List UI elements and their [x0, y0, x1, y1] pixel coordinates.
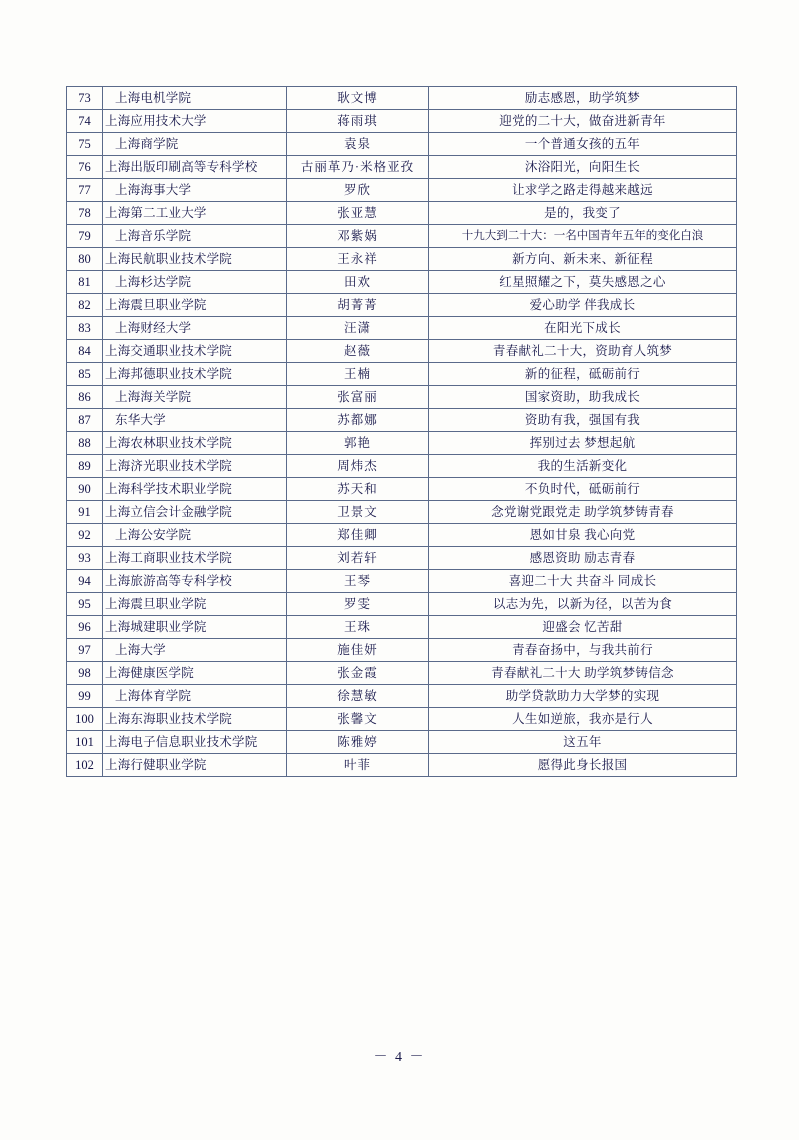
- cell-student-name: 耿文博: [287, 87, 429, 110]
- cell-index: 81: [67, 271, 103, 294]
- cell-school: 上海交通职业技术学院: [103, 340, 287, 363]
- cell-school: 上海音乐学院: [103, 225, 287, 248]
- table-row: [67, 754, 737, 777]
- award-list-table: [66, 86, 737, 777]
- table-row: [67, 639, 737, 662]
- table-row: [67, 432, 737, 455]
- table-row: [67, 179, 737, 202]
- cell-school: 上海行健职业学院: [103, 754, 287, 777]
- table-row: [67, 386, 737, 409]
- cell-work-title: 不负时代，砥砺前行: [429, 478, 737, 501]
- cell-work-title: 青春献礼二十大，资助育人筑梦: [429, 340, 737, 363]
- table-row: [67, 455, 737, 478]
- cell-school: 上海东海职业技术学院: [103, 708, 287, 731]
- cell-work-title: 红星照耀之下，莫失感恩之心: [429, 271, 737, 294]
- cell-work-title: 愿得此身长报国: [429, 754, 737, 777]
- cell-school: 东华大学: [103, 409, 287, 432]
- cell-work-title: 迎党的二十大，做奋进新青年: [429, 110, 737, 133]
- cell-student-name: 赵薇: [287, 340, 429, 363]
- cell-school: 上海电机学院: [103, 87, 287, 110]
- cell-work-title: 新方向、新未来、新征程: [429, 248, 737, 271]
- table-body: [67, 87, 737, 777]
- cell-work-title: 一个普通女孩的五年: [429, 133, 737, 156]
- cell-work-title: 在阳光下成长: [429, 317, 737, 340]
- page-number: － 4 －: [373, 1050, 426, 1065]
- cell-index: 93: [67, 547, 103, 570]
- cell-work-title: 是的，我变了: [429, 202, 737, 225]
- cell-student-name: 郭艳: [287, 432, 429, 455]
- cell-work-title: 十九大到二十大：一名中国青年五年的变化白浪: [429, 225, 737, 248]
- cell-school: 上海第二工业大学: [103, 202, 287, 225]
- cell-student-name: 王琴: [287, 570, 429, 593]
- cell-work-title: 我的生活新变化: [429, 455, 737, 478]
- table-row: [67, 225, 737, 248]
- cell-work-title: 恩如甘泉 我心向党: [429, 524, 737, 547]
- cell-student-name: 蒋雨琪: [287, 110, 429, 133]
- table-row: [67, 708, 737, 731]
- cell-student-name: 邓紫娲: [287, 225, 429, 248]
- cell-student-name: 古丽革乃·米格亚孜: [287, 156, 429, 179]
- cell-student-name: 郑佳卿: [287, 524, 429, 547]
- cell-index: 89: [67, 455, 103, 478]
- cell-index: 88: [67, 432, 103, 455]
- cell-index: 99: [67, 685, 103, 708]
- cell-index: 79: [67, 225, 103, 248]
- cell-work-title: 让求学之路走得越来越远: [429, 179, 737, 202]
- cell-student-name: 罗欣: [287, 179, 429, 202]
- cell-work-title: 青春奋扬中，与我共前行: [429, 639, 737, 662]
- cell-student-name: 张亚慧: [287, 202, 429, 225]
- table-row: [67, 317, 737, 340]
- cell-index: 85: [67, 363, 103, 386]
- cell-work-title: 爱心助学 伴我成长: [429, 294, 737, 317]
- cell-index: 96: [67, 616, 103, 639]
- table-row: [67, 87, 737, 110]
- cell-index: 75: [67, 133, 103, 156]
- table-row: [67, 202, 737, 225]
- cell-school: 上海海关学院: [103, 386, 287, 409]
- cell-index: 84: [67, 340, 103, 363]
- cell-school: 上海健康医学院: [103, 662, 287, 685]
- cell-student-name: 施佳妍: [287, 639, 429, 662]
- cell-school: 上海震旦职业学院: [103, 593, 287, 616]
- cell-work-title: 这五年: [429, 731, 737, 754]
- cell-school: 上海海事大学: [103, 179, 287, 202]
- table-row: [67, 363, 737, 386]
- cell-index: 97: [67, 639, 103, 662]
- table-row: [67, 409, 737, 432]
- cell-school: 上海旅游高等专科学校: [103, 570, 287, 593]
- cell-school: 上海城建职业学院: [103, 616, 287, 639]
- cell-work-title: 以志为先，以新为径，以苦为食: [429, 593, 737, 616]
- cell-student-name: 张馨文: [287, 708, 429, 731]
- cell-index: 101: [67, 731, 103, 754]
- cell-school: 上海财经大学: [103, 317, 287, 340]
- cell-index: 82: [67, 294, 103, 317]
- table-row: [67, 524, 737, 547]
- cell-student-name: 王永祥: [287, 248, 429, 271]
- cell-work-title: 励志感恩，助学筑梦: [429, 87, 737, 110]
- cell-student-name: 王珠: [287, 616, 429, 639]
- cell-school: 上海出版印刷高等专科学校: [103, 156, 287, 179]
- table-row: [67, 294, 737, 317]
- cell-work-title: 喜迎二十大 共奋斗 同成长: [429, 570, 737, 593]
- cell-work-title: 助学贷款助力大学梦的实现: [429, 685, 737, 708]
- table-row: [67, 685, 737, 708]
- cell-index: 80: [67, 248, 103, 271]
- table-row: [67, 133, 737, 156]
- cell-work-title: 国家资助，助我成长: [429, 386, 737, 409]
- cell-index: 78: [67, 202, 103, 225]
- award-list-table-container: [66, 86, 736, 777]
- cell-student-name: 张金霞: [287, 662, 429, 685]
- cell-student-name: 王楠: [287, 363, 429, 386]
- cell-index: 90: [67, 478, 103, 501]
- table-row: [67, 593, 737, 616]
- cell-school: 上海公安学院: [103, 524, 287, 547]
- cell-student-name: 袁泉: [287, 133, 429, 156]
- cell-school: 上海邦德职业技术学院: [103, 363, 287, 386]
- cell-student-name: 卫景文: [287, 501, 429, 524]
- table-row: [67, 340, 737, 363]
- cell-work-title: 新的征程，砥砺前行: [429, 363, 737, 386]
- cell-school: 上海体育学院: [103, 685, 287, 708]
- cell-index: 92: [67, 524, 103, 547]
- cell-school: 上海工商职业技术学院: [103, 547, 287, 570]
- cell-index: 91: [67, 501, 103, 524]
- cell-work-title: 迎盛会 忆苦甜: [429, 616, 737, 639]
- cell-student-name: 苏天和: [287, 478, 429, 501]
- table-row: [67, 662, 737, 685]
- cell-school: 上海杉达学院: [103, 271, 287, 294]
- cell-student-name: 田欢: [287, 271, 429, 294]
- cell-student-name: 苏都娜: [287, 409, 429, 432]
- cell-work-title: 感恩资助 励志青春: [429, 547, 737, 570]
- cell-index: 98: [67, 662, 103, 685]
- table-row: [67, 271, 737, 294]
- table-row: [67, 478, 737, 501]
- table-row: [67, 547, 737, 570]
- cell-student-name: 罗雯: [287, 593, 429, 616]
- cell-student-name: 胡菁菁: [287, 294, 429, 317]
- cell-school: 上海民航职业技术学院: [103, 248, 287, 271]
- table-row: [67, 156, 737, 179]
- cell-student-name: 周炜杰: [287, 455, 429, 478]
- cell-student-name: 刘若轩: [287, 547, 429, 570]
- cell-school: 上海科学技术职业学院: [103, 478, 287, 501]
- cell-school: 上海应用技术大学: [103, 110, 287, 133]
- cell-index: 73: [67, 87, 103, 110]
- cell-index: 83: [67, 317, 103, 340]
- cell-work-title: 念党谢党跟党走 助学筑梦铸青春: [429, 501, 737, 524]
- cell-index: 100: [67, 708, 103, 731]
- cell-work-title: 沐浴阳光，向阳生长: [429, 156, 737, 179]
- cell-student-name: 张富丽: [287, 386, 429, 409]
- cell-school: 上海农林职业技术学院: [103, 432, 287, 455]
- table-row: [67, 731, 737, 754]
- table-row: [67, 570, 737, 593]
- cell-school: 上海济光职业技术学院: [103, 455, 287, 478]
- cell-school: 上海电子信息职业技术学院: [103, 731, 287, 754]
- cell-work-title: 挥别过去 梦想起航: [429, 432, 737, 455]
- cell-index: 94: [67, 570, 103, 593]
- cell-index: 74: [67, 110, 103, 133]
- cell-work-title: 资助有我，强国有我: [429, 409, 737, 432]
- cell-index: 95: [67, 593, 103, 616]
- cell-student-name: 陈雅婷: [287, 731, 429, 754]
- table-row: [67, 616, 737, 639]
- cell-index: 77: [67, 179, 103, 202]
- cell-school: 上海立信会计金融学院: [103, 501, 287, 524]
- cell-index: 87: [67, 409, 103, 432]
- cell-index: 76: [67, 156, 103, 179]
- cell-student-name: 徐慧敏: [287, 685, 429, 708]
- cell-index: 86: [67, 386, 103, 409]
- cell-work-title: 人生如逆旅，我亦是行人: [429, 708, 737, 731]
- cell-school: 上海大学: [103, 639, 287, 662]
- cell-school: 上海商学院: [103, 133, 287, 156]
- table-row: [67, 248, 737, 271]
- cell-index: 102: [67, 754, 103, 777]
- table-row: [67, 501, 737, 524]
- cell-work-title: 青春献礼二十大 助学筑梦铸信念: [429, 662, 737, 685]
- cell-student-name: 汪潇: [287, 317, 429, 340]
- cell-student-name: 叶菲: [287, 754, 429, 777]
- table-row: [67, 110, 737, 133]
- cell-school: 上海震旦职业学院: [103, 294, 287, 317]
